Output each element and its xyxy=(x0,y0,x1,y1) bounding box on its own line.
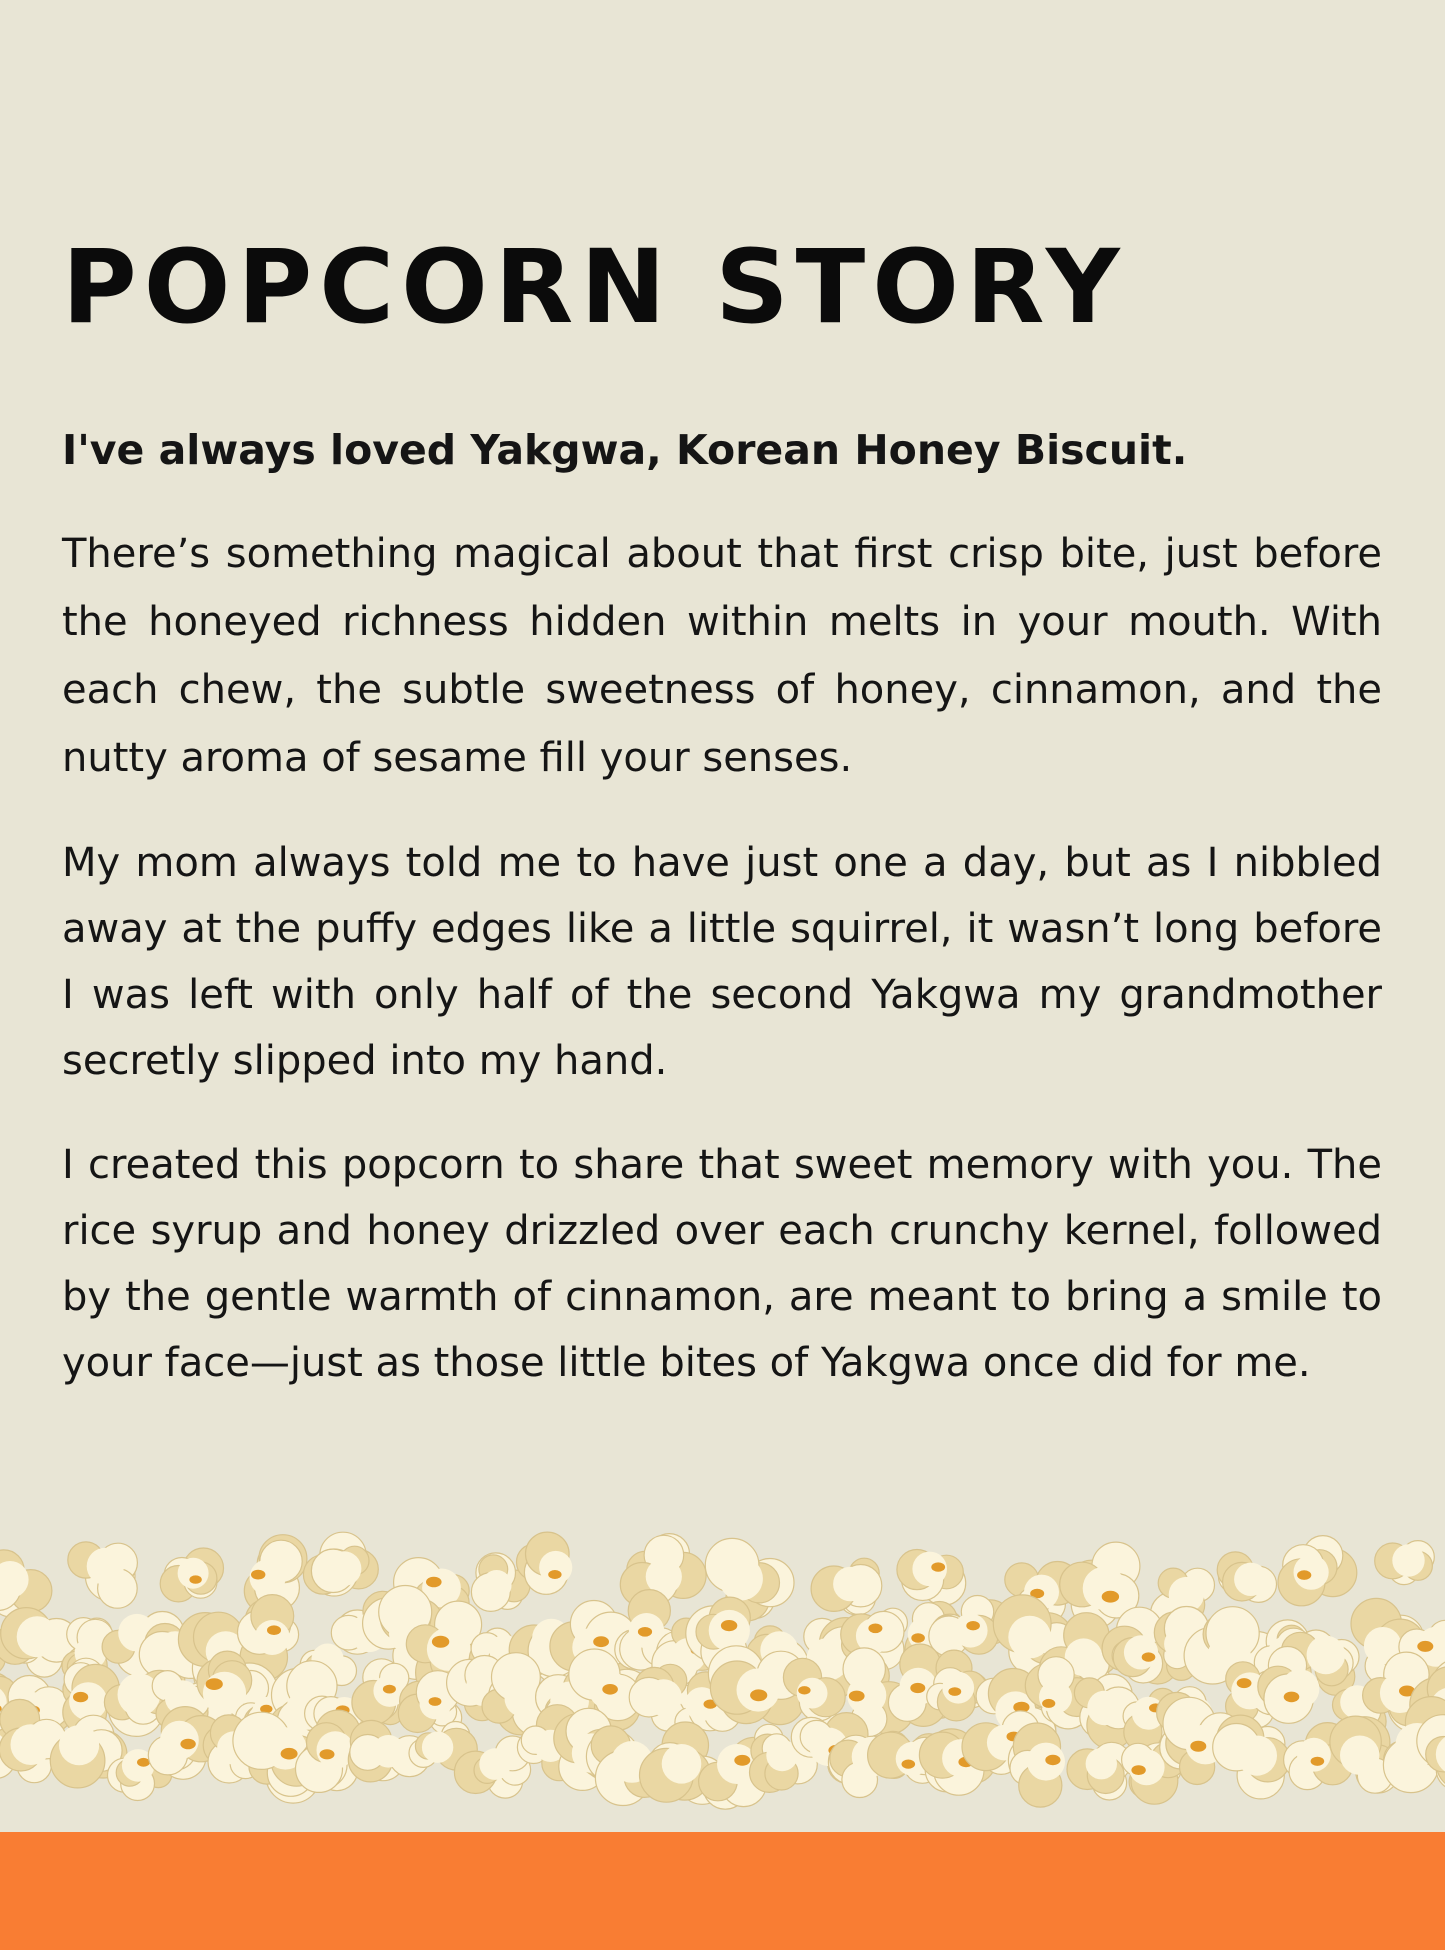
story-paragraph-3: I created this popcorn to share that sweet memory with you. The rice syrup and honey drizzled over each crunchy kernel, followed by the gentle warmth of cinnamon, are meant to bring a smile to your face—just as those little bites of Yakgwa once did for me. xyxy=(62,1142,1382,1386)
story-paragraph-2: My mom always told me to have just one a day, but as I nibbled away at the puffy edges like a little squirrel, it wasn’t long before I was left with only half of the second Yakgwa my grandmother secretly slipped into my hand. xyxy=(62,840,1382,1084)
popcorn-kernel-icon xyxy=(1217,1552,1276,1603)
popcorn-kernel-icon xyxy=(897,1550,966,1606)
footer-bar xyxy=(0,1832,1445,1950)
popcorn-kernel-icon xyxy=(811,1558,882,1615)
story-text xyxy=(62,420,1382,1434)
popcorn-kernel-icon xyxy=(160,1548,223,1602)
popcorn-kernel-icon xyxy=(1008,1723,1065,1807)
popcorn-kernel-icon xyxy=(1375,1541,1435,1585)
popcorn-kernel-icon xyxy=(303,1532,378,1596)
popcorn-kernel-icon xyxy=(1067,1742,1131,1800)
popcorn-kernel-icon xyxy=(0,1550,52,1617)
story-paragraph-1: There’s something magical about that first crisp bite, just before the honeyed richness hidden within melts in your mouth. With each chew, the subtle sweetness of honey, cinnamon, and the nutty aroma of sesame fill your senses. xyxy=(62,531,1382,781)
popcorn-kernel-icon xyxy=(1213,1715,1290,1799)
story-lead: I've always loved Yakgwa, Korean Honey Biscuit. xyxy=(62,426,1188,474)
popcorn-kernel-icon xyxy=(1278,1536,1357,1606)
popcorn-illustration xyxy=(0,1490,1445,1840)
page-title: POPCORN STORY xyxy=(62,228,1127,347)
popcorn-kernel-icon xyxy=(68,1542,138,1608)
